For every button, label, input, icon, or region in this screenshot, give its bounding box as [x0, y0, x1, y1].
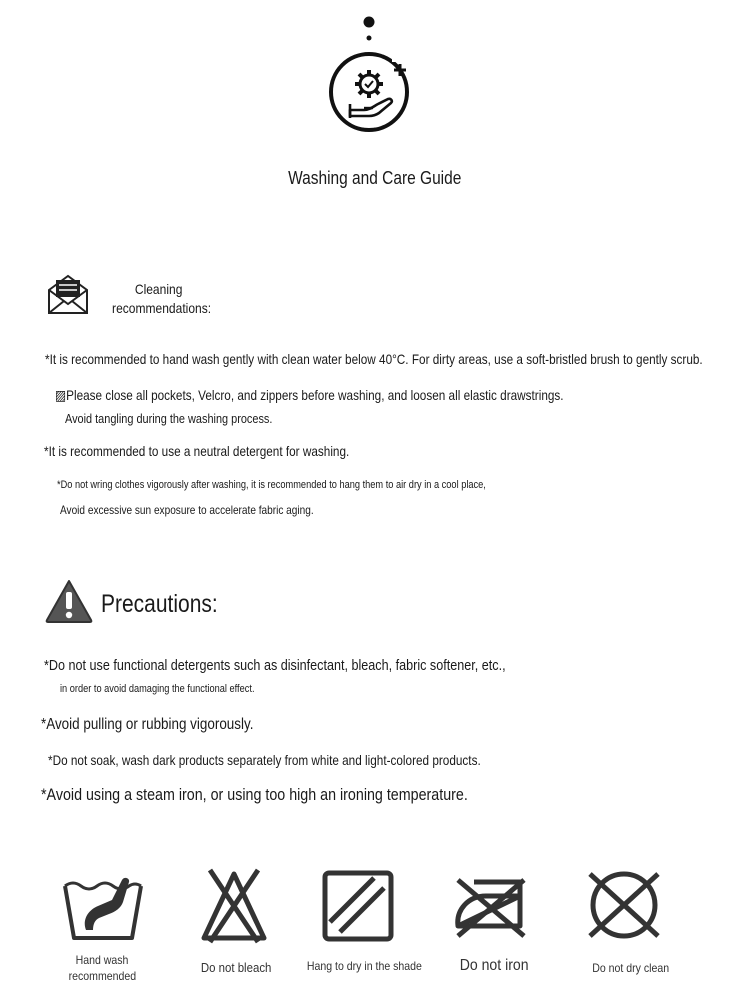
care-emblem-icon [320, 14, 420, 136]
care-label: Do not dry clean [592, 961, 670, 975]
page-title: Washing and Care Guide [288, 168, 462, 188]
precaution-line: *Do not soak, wash dark products separately from white and light-colored products. [48, 752, 481, 768]
cleaning-heading: Cleaning recommendations: [112, 281, 212, 316]
precaution-line: *Avoid using a steam iron, or using too high an ironing temperature. [41, 785, 468, 804]
precaution-line: *Avoid pulling or rubbing vigorously. [41, 716, 254, 733]
warning-icon [44, 578, 94, 624]
care-label: Hang to dry in the shade [306, 959, 422, 973]
no-bleach-icon [200, 868, 268, 944]
cleaning-line: *Do not wring clothes vigorously after washing, it is recommended to hang them to air dry in a cool place, [57, 479, 486, 491]
cleaning-line: Avoid excessive sun exposure to accelerate fabric aging. [60, 503, 314, 517]
envelope-icon [46, 272, 90, 316]
no-dry-clean-icon [586, 870, 662, 940]
no-iron-icon [450, 870, 530, 940]
precautions-heading: Precautions: [101, 590, 218, 618]
cleaning-line: ▨Please close all pockets, Velcro, and zippers before washing, and loosen all elastic drawstrings. [55, 387, 564, 403]
cleaning-line: Avoid tangling during the washing process. [65, 411, 273, 426]
dry-shade-icon [322, 870, 394, 942]
care-label: Do not bleach [200, 960, 272, 975]
cleaning-line: *It is recommended to use a neutral detergent for washing. [44, 443, 350, 459]
care-label: Hand wash recommended [68, 953, 136, 983]
care-label: Do not iron [459, 957, 529, 974]
precaution-line: in order to avoid damaging the functional effect. [60, 683, 255, 695]
precaution-line: *Do not use functional detergents such as disinfectant, bleach, fabric softener, etc., [44, 657, 506, 674]
hand-wash-icon [62, 868, 144, 944]
cleaning-line: *It is recommended to hand wash gently with clean water below 40°C. For dirty areas, use a soft-bristled brush to gently scrub. [45, 351, 703, 367]
